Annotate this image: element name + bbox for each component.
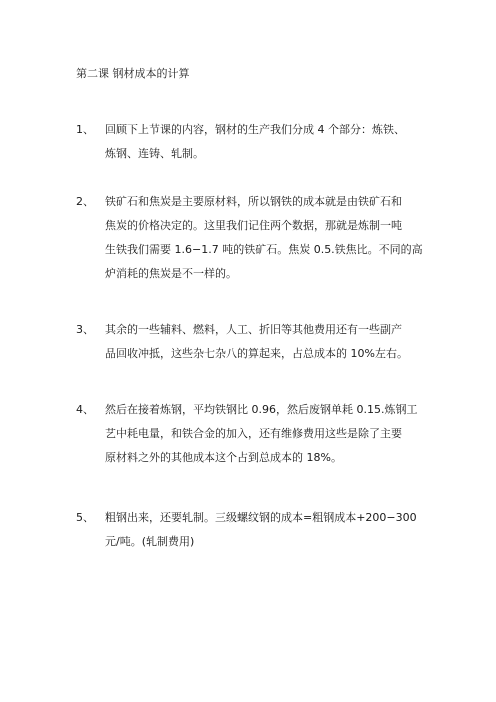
text-line: 品回收冲抵，这些杂七杂八的算起来，占总成本的 10%左右。 (105, 347, 408, 360)
item-number: 3、 (76, 323, 94, 336)
item-text (105, 318, 436, 366)
item-number: 2、 (76, 195, 94, 208)
item-number: 4、 (76, 403, 94, 416)
text-line: 其余的一些辅料、燃料，人工、折旧等其他费用还有一些副产 (105, 323, 402, 336)
text-line: 焦炭的价格决定的。这里我们记住两个数据，那就是炼制一吨 (105, 219, 402, 232)
item-text (105, 118, 436, 166)
text-line: 炼钢、连铸、轧制。 (105, 147, 204, 160)
lesson-title: 第二课 钢材成本的计算 (76, 67, 190, 80)
text-line: 粗钢出来，还要轧制。三级螺纹钢的成本=粗钢成本+200−300 (105, 511, 417, 524)
item-text (105, 190, 436, 286)
text-line: 然后在接着炼钢，平均铁钢比 0.96，然后废钢单耗 0.15.炼钢工 (105, 403, 418, 416)
text-line: 元/吨。(轧制费用) (105, 535, 195, 548)
text-line: 铁矿石和焦炭是主要原材料，所以钢铁的成本就是由铁矿石和 (105, 195, 402, 208)
item-number: 5、 (76, 511, 94, 524)
text-line: 回顾下上节课的内容，钢材的生产我们分成 4 个部分：炼铁、 (105, 123, 405, 136)
item-text (105, 398, 436, 470)
text-line: 生铁我们需要 1.6−1.7 吨的铁矿石。焦炭 0.5.铁焦比。不同的高 (105, 243, 423, 256)
text-line: 炉消耗的焦炭是不一样的。 (105, 267, 237, 280)
item-text (105, 506, 436, 554)
text-line: 艺中耗电量，和铁合金的加入，还有维修费用这些是除了主要 (105, 427, 402, 440)
text-line: 原材料之外的其他成本这个占到总成本的 18%。 (105, 451, 342, 464)
item-number: 1、 (76, 123, 94, 136)
